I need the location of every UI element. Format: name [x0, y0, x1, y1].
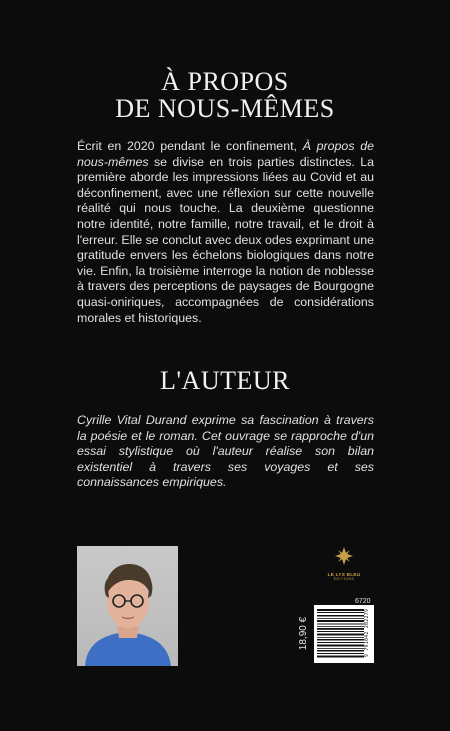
about-book-title: À propos de nous-mêmes: [77, 139, 374, 169]
author-paragraph: Cyrille Vital Durand exprime sa fascination à travers la poésie et le roman. Cet ouvrage se rapproche d'un essai stylistique où l'auteur réalise son bilan existentiel à travers ses voyages et ses connaissances empiriques.: [77, 413, 374, 490]
author-title: L'AUTEUR: [159, 366, 290, 395]
author-portrait-icon: [77, 546, 178, 666]
lily-emblem-icon: [334, 546, 354, 566]
about-title-line2: DE NOUS-MÊMES: [115, 94, 335, 123]
book-code: 6720: [355, 598, 371, 605]
publisher-subtitle: ÉDITIONS: [333, 577, 355, 581]
author-photo: [77, 546, 178, 666]
barcode-digits-container: [362, 605, 372, 661]
price: 18,90 €: [298, 616, 310, 650]
price-container: [297, 605, 311, 661]
about-title: [0, 68, 450, 122]
about-text-end: se divise en trois parties distinctes. La première aborde les impressions liées au Covid et au déconfinement, avec une réflexion sur cette nouvelle réalité qui nous touche. La deuxième questionne notre identité, notre famille, notre travail, et le droit à l'erreur. Elle se conclut avec deux odes exprimant une gratitude envers les échelons biologiques dans notre vie. Enfin, la troisième interroge la notion de noblesse à travers des perceptions de paysages de Bourgogne quasi-oniriques, accompagnées de considérations morales et historiques.: [77, 154, 374, 325]
publisher-name: LE LYS BLEU: [327, 572, 361, 577]
about-text-start: Écrit en 2020 pendant le confinement,: [77, 139, 303, 153]
about-paragraph: [77, 139, 374, 326]
barcode-digits: 9 791042 202279: [364, 608, 370, 658]
about-title-line1: À PROPOS: [161, 67, 289, 96]
publisher-logo: [322, 546, 366, 581]
